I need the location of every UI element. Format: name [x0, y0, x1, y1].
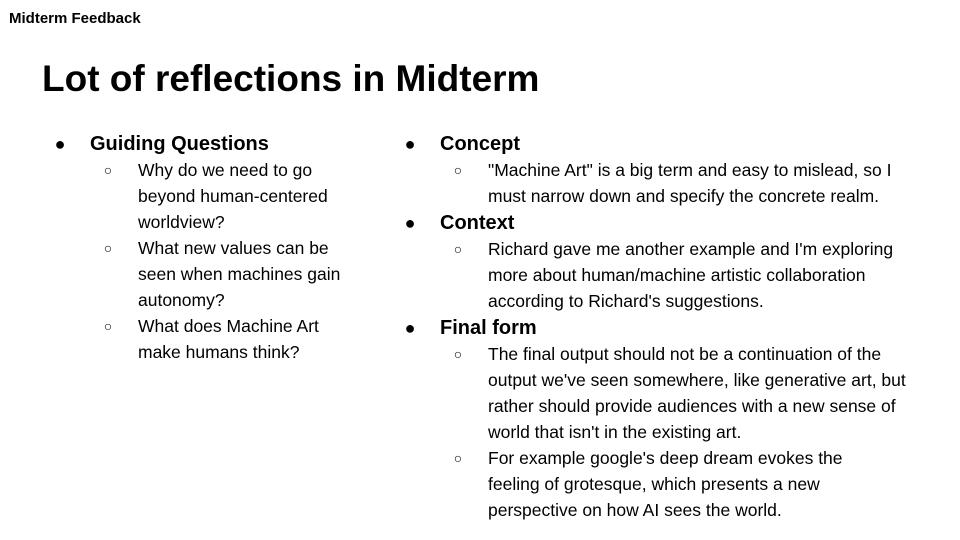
- list-item: [50, 235, 362, 313]
- sub-bullet-icon: ○: [453, 450, 463, 466]
- list-item-text: "Machine Art" is a big term and easy to mislead, so I must narrow down and specify the concrete realm.: [488, 160, 892, 206]
- slide-title: Lot of reflections in Midterm: [42, 58, 540, 99]
- list-item-text: Why do we need to go beyond human-centered worldview?: [138, 160, 328, 232]
- right-column: [400, 130, 935, 523]
- list-item: [400, 236, 908, 314]
- section-heading: Final form: [440, 317, 537, 339]
- list-item: [50, 313, 362, 365]
- section-heading: Guiding Questions: [90, 133, 269, 155]
- sub-bullet-icon: ○: [453, 162, 463, 178]
- bullet-row: [50, 130, 380, 157]
- list-item: [400, 445, 888, 523]
- list-item: [50, 157, 362, 235]
- sub-bullet-icon: ○: [103, 240, 113, 256]
- list-item-text: Richard gave me another example and I'm exploring more about human/machine artistic collaboration according to Richard's suggestions.: [488, 239, 894, 311]
- sub-bullet-icon: ○: [103, 318, 113, 334]
- sub-bullet-icon: ○: [103, 162, 113, 178]
- left-column: [50, 130, 380, 365]
- list-item-text: What does Machine Art make humans think?: [138, 316, 319, 362]
- section-guiding-questions: [50, 130, 380, 365]
- section-concept: [400, 130, 935, 209]
- section-final-form: [400, 314, 935, 523]
- sub-bullet-icon: ○: [453, 346, 463, 362]
- section-context: [400, 209, 935, 314]
- section-heading: Context: [440, 212, 515, 234]
- list-item-text: For example google's deep dream evokes the feeling of grotesque, which presents a new perspective on how AI sees the world.: [488, 448, 843, 520]
- bullet-icon: ●: [404, 213, 416, 233]
- bullet-row: [400, 130, 935, 157]
- list-item: [400, 341, 913, 445]
- slide-header-label: Midterm Feedback: [9, 10, 141, 27]
- bullet-row: [400, 314, 935, 341]
- sub-bullet-icon: ○: [453, 241, 463, 257]
- list-item-text: The final output should not be a continuation of the output we've seen somewhere, like generative art, but rather should provide audiences with a new sense of world that isn't in the existing art.: [488, 344, 906, 442]
- bullet-row: [400, 209, 935, 236]
- list-item: [400, 157, 928, 209]
- section-heading: Concept: [440, 133, 520, 155]
- bullet-icon: ●: [404, 318, 416, 338]
- list-item-text: What new values can be seen when machines gain autonomy?: [138, 238, 341, 310]
- bullet-icon: ●: [54, 134, 66, 154]
- bullet-icon: ●: [404, 134, 416, 154]
